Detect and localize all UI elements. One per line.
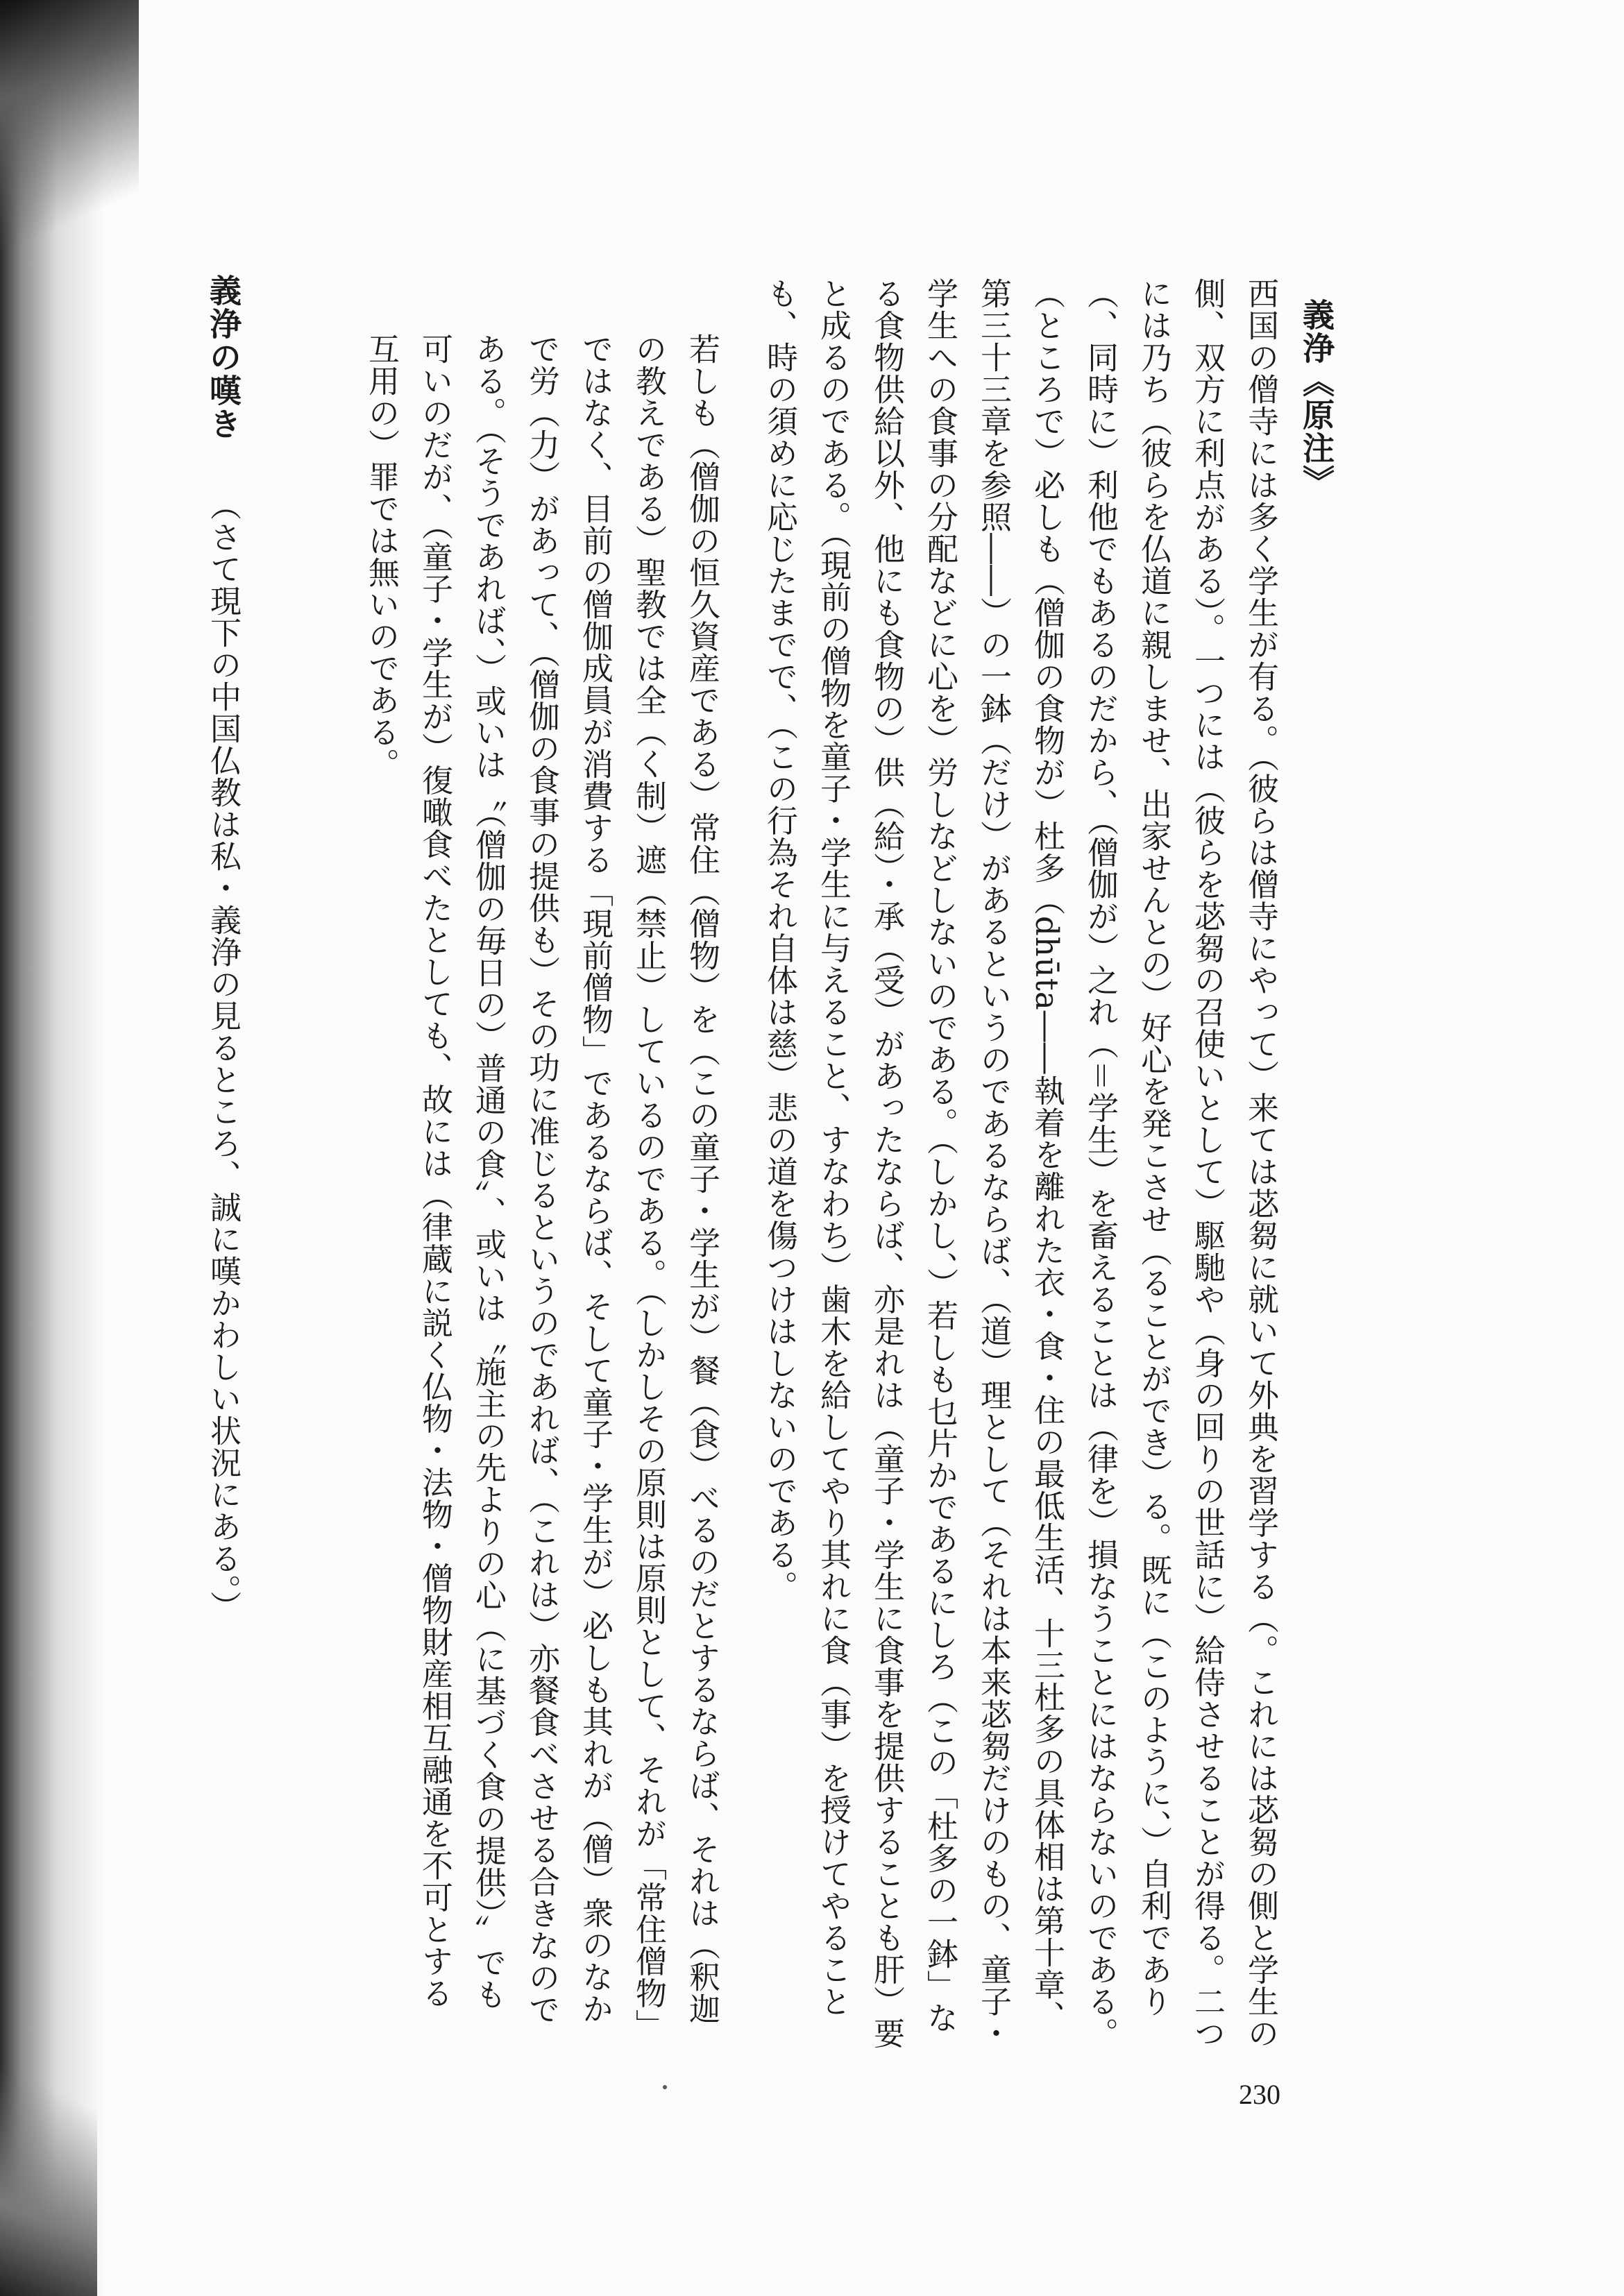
scan-shadow-bottom [0,2032,97,2296]
scan-shadow-corner [0,0,139,291]
lament-text: （さて現下の中国仏教は私・義浄の見るところ、誠に嘆かわしい状況にある。） [205,489,242,1623]
scan-speck [663,2085,667,2089]
section-heading-lament: 義浄の嘆き [205,274,242,441]
commentary-text: 若しも（僧伽の恒久資産である）常住（僧物）を（この童子・学生が）餐（食）べるのだとするならば、それは（釈迦の教えである）聖教では全（く制）遮（禁止）しているのである。（しかしその原則は原則として、それが「常住僧物」ではなく、目前の僧伽成員が消費する「現前僧物」であるならば、そして童子・学生が）必しも其れが（僧）衆のなかで労（力）があって、（僧伽の食事の提供も）その功に准じるというのであれば、（これは）亦餐食べさせる合きなのである。（そうであれば、）或いは〝（僧伽の毎日の）普通の食〟、或いは〝施主の先よりの心（に基づく食の提供）〟でも可いのだが、（童子・学生が）復噉食べたとしても、故には（律蔵に説く仏物・法物・僧物財産相互融通を不可とする互用の）罪では無いのである。 [363,333,720,2025]
scan-shadow-left [0,0,104,2296]
page-number: 230 [1239,2079,1280,2110]
original-note-paragraph [761,278,1287,2054]
original-note-text: 西国の僧寺には多く学生が有る。（彼らは僧寺にやって）来ては苾芻に就いて外典を習学する（。これには苾芻の側と学生の側、双方に利点がある）。一つには（彼らを苾芻の召使いとして）駆馳や（身の回りの世話に）給侍させることが得る。二つには乃ち（彼らを仏道に親しませ、出家せんとの）好心を発こさせ（ることができ）る。既に（このように、）自利であり（、同時に）利他でもあるのだから、（僧伽が）之れ（＝学生）を畜えることは（律を）損なうことにはならないのである。（ところで）必しも（僧伽の食物が）杜多（dhūta――執着を離れた衣・食・住の最低生活、十三杜多の具体相は第十章、第三十三章を参照――）の一鉢（だけ）があるというのであるならば、（道）理として（それは本来苾芻だけのもの、童子・学生への食事の分配などに心を）労しなどしないのである。（しかし、）若しも乜片かであるにしろ（この「杜多の一鉢」なる食物供給以外、他にも食物の）供（給）・承（受）があったならば、亦是れは（童子・学生に食事を提供することも肝）要と成るのである。（現前の僧物を童子・学生に与えること、すなわち）歯木を給してやり其れに食（事）を授けてやることも、時の須めに応じたまでで、（この行為それ自体は慈）悲の道を傷つけはしないのである。 [761,278,1279,2050]
section-heading-original-note: 義浄《原注》 [1298,298,1335,498]
commentary-paragraph [250,333,729,2026]
